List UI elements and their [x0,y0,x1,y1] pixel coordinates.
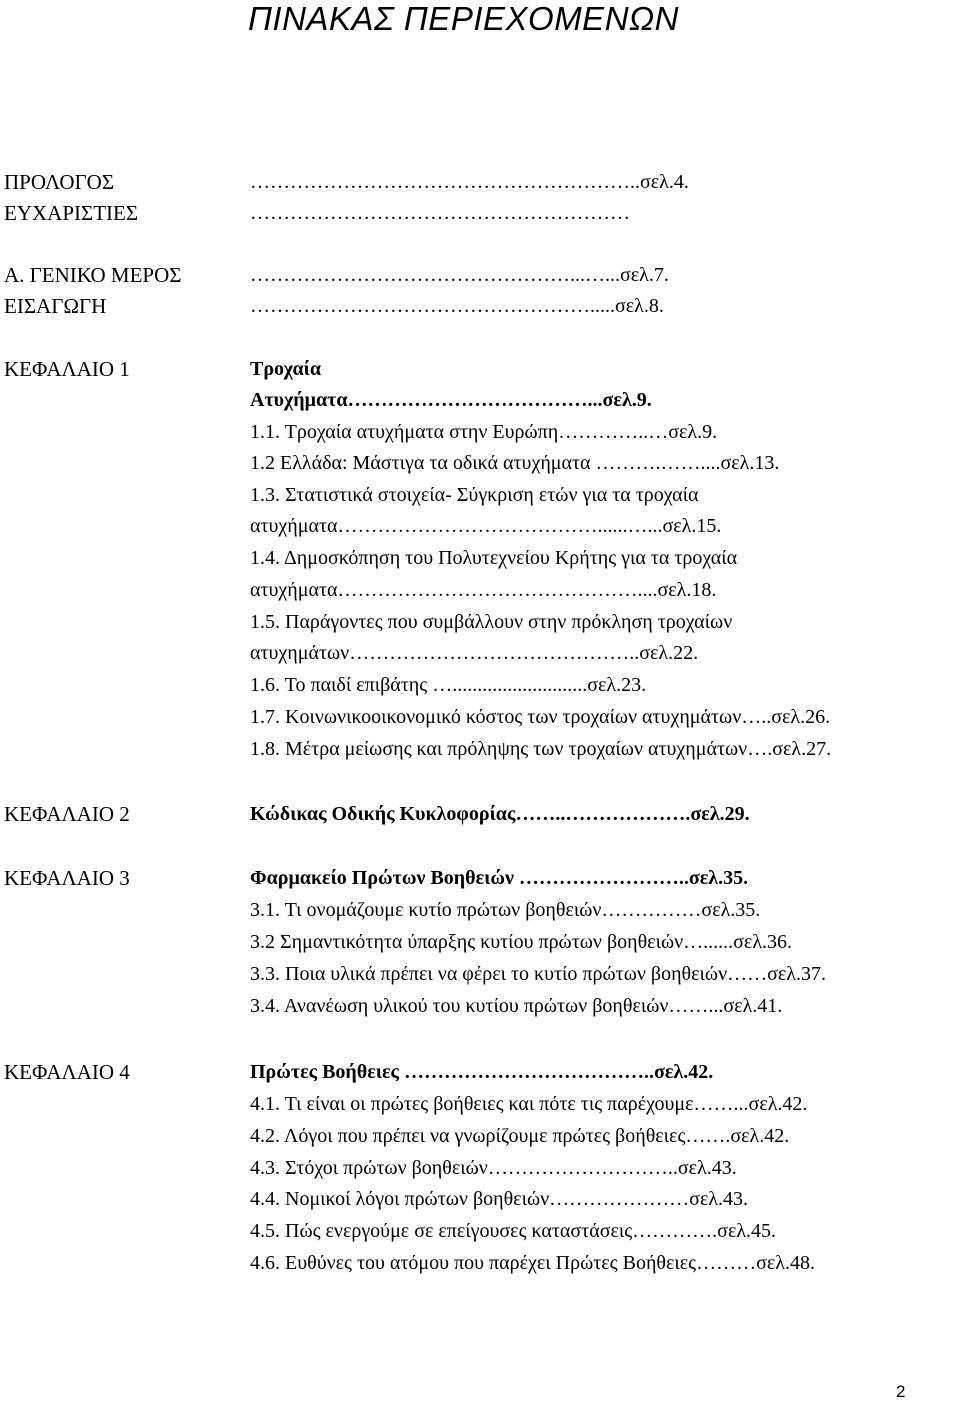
label-geniko-meros: Α. ΓΕΝΙΚΟ ΜΕΡΟΣ [4,263,182,287]
label-prologos: ΠΡΟΛΟΓΟΣ [4,170,115,194]
toc-entry-1-7: 1.7. Κοινωνικοοικονομικό κόστος των τροχαίων ατυχημάτων…..σελ.26. [250,706,831,728]
toc-entry-4-1: 4.1. Τι είναι οι πρώτες βοήθειες και πότε τις παρέχουμε……...σελ.42. [250,1093,808,1115]
toc-entry-1-4-cont: ατυχήματα………………………………………....σελ.18. [250,579,717,601]
page-number: 2 [896,1382,906,1401]
label-eisagogi: ΕΙΣΑΓΩΓΗ [4,294,107,318]
chapter-2-title: Κώδικας Οδικής Κυκλοφορίας……..……………….σελ.29. [250,803,750,825]
toc-entry-1-1: 1.1. Τροχαία ατυχήματα στην Ευρώπη…………..…σελ.9. [250,421,718,443]
toc-entry-geniko-meros: …………………………………………...…...σελ.7. [250,264,669,286]
toc-entry-4-2: 4.2. Λόγοι που πρέπει να γνωρίζουμε πρώτες βοήθειες…….σελ.42. [250,1125,790,1147]
toc-entry-3-4: 3.4. Ανανέωση υλικού του κυτίου πρώτων βοηθειών……...σελ.41. [250,995,783,1017]
toc-entry-3-1: 3.1. Τι ονομάζουμε κυτίο πρώτων βοηθειών……………σελ.35. [250,899,761,921]
toc-entry-1-4: 1.4. Δημοσκόπηση του Πολυτεχνείου Κρήτης για τα τροχαία [250,547,738,569]
label-kefalaio-1: ΚΕΦΑΛΑΙΟ 1 [4,357,130,381]
toc-entry-eisagogi: …………………………………………….....σελ.8. [250,295,664,317]
page-title: ΠΙΝΑΚΑΣ ΠΕΡΙΕΧΟΜΕΝΩΝ [248,0,679,37]
label-kefalaio-2: ΚΕΦΑΛΑΙΟ 2 [4,802,130,826]
toc-entry-4-6: 4.6. Ευθύνες του ατόμου που παρέχει Πρώτες Βοήθειες………σελ.48. [250,1252,815,1274]
toc-entry-1-2: 1.2 Ελλάδα: Μάστιγα τα οδικά ατυχήματα ……….……....σελ.13. [250,452,780,474]
toc-entry-4-5: 4.5. Πώς ενεργούμε σε επείγουσες καταστάσεις………….σελ.45. [250,1220,777,1242]
toc-entry-4-3: 4.3. Στόχοι πρώτων βοηθειών………………………..σελ.43. [250,1157,737,1179]
toc-entry-1-5-cont: ατυχημάτων……………………………………..σελ.22. [250,642,699,664]
toc-entry-1-3-cont: ατυχήματα…………………………………......…...σελ.15. [250,515,722,537]
label-kefalaio-4: ΚΕΦΑΛΑΙΟ 4 [4,1060,130,1084]
label-kefalaio-3: ΚΕΦΑΛΑΙΟ 3 [4,866,130,890]
toc-entry-4-4: 4.4. Νομικοί λόγοι πρώτων βοηθειών…………………σελ.43. [250,1188,749,1210]
toc-entry-3-2: 3.2 Σημαντικότητα ύπαρξης κυτίου πρώτων βοηθειών…......σελ.36. [250,931,793,953]
toc-entry-1-6: 1.6. Το παιδί επιβάτης …...........................σελ.23. [250,674,647,696]
chapter-3-title: Φαρμακείο Πρώτων Βοηθειών ……………………..σελ.35. [250,867,749,889]
chapter-1-title-cont: Ατυχήματα………………………………...σελ.9. [250,389,652,411]
toc-entry-3-3: 3.3. Ποια υλικά πρέπει να φέρει το κυτίο πρώτων βοηθειών……σελ.37. [250,963,826,985]
toc-entry-eyxaristies: ………………………………………………… [250,202,630,224]
toc-entry-1-8: 1.8. Μέτρα μείωσης και πρόληψης των τροχαίων ατυχημάτων….σελ.27. [250,738,832,760]
label-eyxaristies: ΕΥΧΑΡΙΣΤΙΕΣ [4,201,139,225]
toc-entry-1-3: 1.3. Στατιστικά στοιχεία- Σύγκριση ετών για τα τροχαία [250,484,699,506]
toc-entry-1-5: 1.5. Παράγοντες που συμβάλλουν στην πρόκληση τροχαίων [250,611,733,633]
chapter-1-title: Τροχαία [250,358,321,380]
chapter-4-title: Πρώτες Βοήθειες ………………………………..σελ.42. [250,1061,714,1083]
toc-entry-prologos: …………………………………………………..σελ.4. [250,171,689,193]
